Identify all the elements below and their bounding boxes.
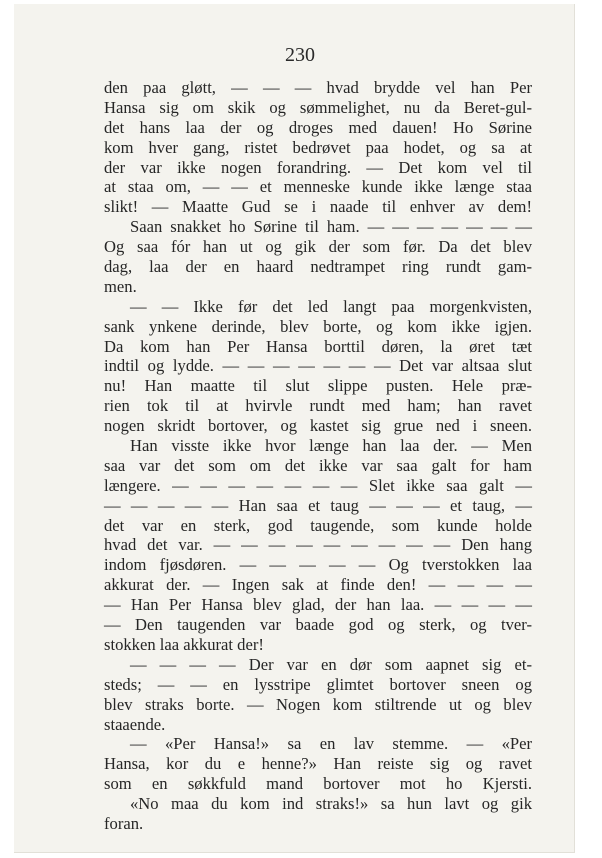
text-line: Og saa fór han ut og gik der som før. Da det blev <box>104 237 532 257</box>
text-line: at staa om, — — et menneske kunde ikke længe staa <box>104 177 532 197</box>
text-line: det var en sterk, god taugende, som kunde holde <box>104 515 532 535</box>
text-line: saa var det som om det ikke var saa galt for ham <box>104 455 532 475</box>
text-line: «No maa du kom ind straks!» sa hun lavt og gik <box>130 794 532 814</box>
text-line: blev straks borte. — Nogen kom stiltrende ut og blev <box>104 694 532 714</box>
text-line: hvad det var. — — — — — — — — — Den hang <box>104 535 532 555</box>
text-line: — Den taugenden var baade god og sterk, og tver- <box>104 615 532 635</box>
text-line: — «Per Hansa!» sa en lav stemme. — «Per <box>130 734 532 754</box>
text-line: nogen skridt bortover, og kastet sig grue ned i sneen. <box>104 416 532 436</box>
text-line: Saan snakket ho Sørine til ham. — — — — — — — <box>130 217 532 237</box>
text-line: — — — — — Han saa et taug — — — et taug, — <box>104 495 532 515</box>
text-line: som en søkkfuld mand bortover mot ho Kjersti. <box>104 774 532 794</box>
body-text <box>104 78 532 834</box>
text-line: indtil og lydde. — — — — — — — Det var altsaa slut <box>104 356 532 376</box>
text-line: dag, laa der en haard nedtrampet ring rundt gam- <box>104 257 532 277</box>
text-line: — — — — Der var en dør som aapnet sig et- <box>130 654 532 674</box>
text-line: staaende. <box>104 714 166 734</box>
text-line: der var ikke nogen forandring. — Det kom vel til <box>104 157 532 177</box>
page-number: 230 <box>285 44 315 66</box>
text-line: kom hver gang, ristet bedrøvet paa hodet, og sa at <box>104 137 532 157</box>
text-line: rien tok til at hvirvle rundt med ham; han ravet <box>104 396 532 416</box>
text-line: akkurat der. — Ingen sak at finde den! — — — — <box>104 575 532 595</box>
text-line: indom fjøsdøren. — — — — — Og tverstokken laa <box>104 555 532 575</box>
text-line: Han visste ikke hvor længe han laa der. — Men <box>130 436 532 456</box>
text-line: — Han Per Hansa blev glad, der han laa. — — — — <box>104 595 532 615</box>
text-line: Da kom han Per Hansa borttil døren, la øret tæt <box>104 336 532 356</box>
text-line: Hansa, kor du e henne?» Han reiste sig og ravet <box>104 754 532 774</box>
text-line: Hansa sig om skik og sømmelighet, nu da Beret-gul- <box>104 97 532 117</box>
text-line: det hans laa der og droges med dauen! Ho Sørine <box>104 117 532 137</box>
text-line: sank ynkene derinde, blev borte, og kom ikke igjen. <box>104 316 532 336</box>
text-line: længere. — — — — — — — Slet ikke saa galt — <box>104 475 532 495</box>
text-line: men. <box>104 276 137 296</box>
text-line: foran. <box>104 813 144 833</box>
text-line: steds; — — en lysstripe glimtet bortover sneen og <box>104 674 532 694</box>
text-line: — — Ikke før det led langt paa morgenkvisten, <box>130 296 532 316</box>
text-line: den paa gløtt, — — — hvad brydde vel han Per <box>104 78 532 97</box>
text-line: slikt! — Maatte Gud se i naade til enhver av dem! <box>104 197 532 217</box>
text-line: nu! Han maatte til slut slippe pusten. Hele præ- <box>104 376 532 396</box>
text-line: stokken laa akkurat der! <box>104 634 264 654</box>
